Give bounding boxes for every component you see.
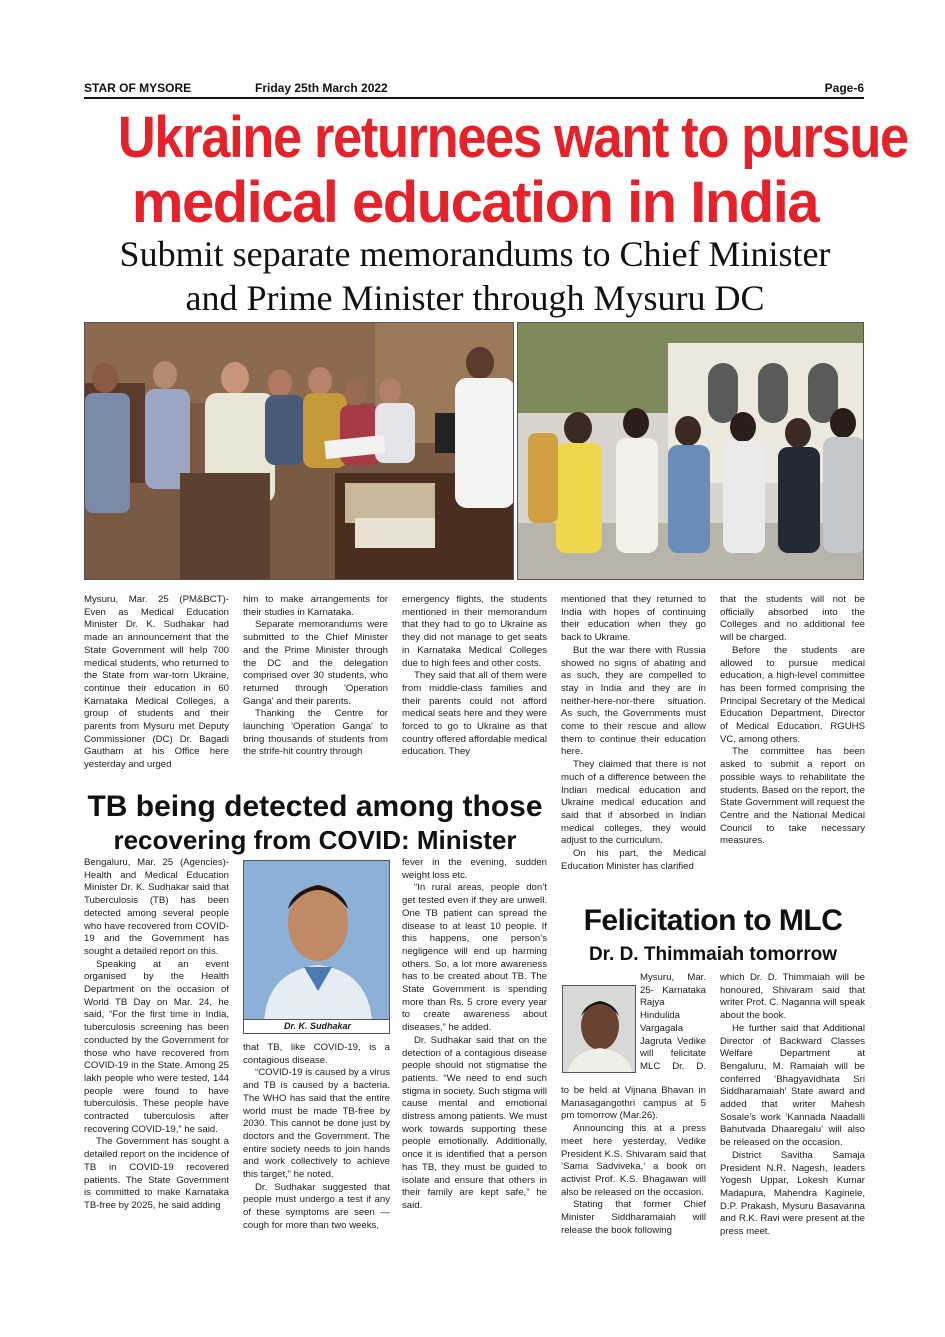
mlc-column-left-text [561, 1085, 706, 1237]
tb-column-3 [402, 857, 547, 1267]
paragraph: Dr. Sudhakar said that on the detection of a contagious disease people should not stigmatise the patients. “We need to end such stigma in society. Such stigma will cause mental and emotional distress among patients. We must work towards supporting these people emotionally. Additionally, once it is identified that a person has TB, they must be guided to isolate and ensure that others in their family are kept safe,” he said. [402, 1034, 547, 1211]
paragraph: He further said that Additional Director of Backward Classes Welfare Department at Bengaluru, M. Ramaiah will be conferred ‘Bhagyavidhata Sri Siddharamaiah’ State award and added that writer Mahesh Sosale’s work ‘Kannada Naadalli Bahutvada Dhaaregalu’ will also be released on the occasion. [720, 1022, 865, 1149]
photo-memorandum-illustration [85, 323, 514, 580]
paragraph: Thanking the Centre for launching 'Operation Ganga' to bring thousands of students from the strife-hit country through [243, 708, 388, 758]
paragraph: to be held at Vijnana Bhavan in Manasagangothri campus at 5 pm tomorrow (Mar.26). [561, 1085, 706, 1122]
tb-column-2 [243, 1042, 390, 1267]
masthead-date: Friday 25th March 2022 [255, 81, 388, 95]
lead-column-4-text [561, 594, 706, 873]
paragraph: fever in the evening, sudden weight loss etc. [402, 857, 547, 881]
lead-headline-line1: Ukraine returnees want to pursue [117, 105, 908, 170]
paragraph: They claimed that there is not much of a difference between the Indian medical education and Ukraine medical education and said that if absorbed in Indian medical colleges, they would adjust to the curriculum. [561, 759, 706, 847]
lead-column-3-text [402, 594, 547, 759]
masthead-paper-name: STAR OF MYSORE [84, 81, 192, 95]
paragraph: emergency flights, the students mentioned in their memorandum that they had to go to Ukraine as they did not manage to get seats in Karnataka Medical Colleges due to high fees and other costs. [402, 594, 547, 669]
tb-column-3-text [402, 857, 547, 1213]
paragraph: Stating that former Chief Minister Siddharamaiah will release the book following [561, 1199, 706, 1236]
photo-minister-illustration [244, 861, 390, 1021]
photo-mlc-portrait [562, 985, 636, 1073]
paragraph: Announcing this at a press meet here yesterday, Vedike President K.S. Shivaram said that ‘Sama Sadviveka,’ a book on activist Prof. K.S. Bhagawan will also be released on the occasion. [561, 1123, 706, 1198]
mlc-column-right [720, 972, 865, 1267]
paragraph: They said that all of them were from middle-class families and their parents could not afford medical seats here and they were forced to go to Ukraine as that country offered affordable medical education. They [402, 670, 547, 758]
photo-mlc-illustration [563, 986, 636, 1073]
paragraph: District Savitha Samaja President N.R. Nagesh, leaders Yogesh Uppar, Lokesh Kumar Madapura, Mahendra Kaginele, D.P. Prakash, Mysuru Basavanna and R.K. Ravi were present at the press meet. [720, 1149, 865, 1238]
lead-column-2 [243, 594, 388, 786]
photo-students-illustration [518, 323, 864, 580]
lead-column-4 [561, 594, 706, 902]
paragraph: Dr. Sudhakar suggested that people must undergo a test if any of these symptoms are seen — cough for more than two weeks, [243, 1181, 390, 1231]
mlc-column-left [561, 1085, 706, 1267]
tb-headline-line1: TB being detected among those [87, 790, 543, 823]
paragraph: “In rural areas, people don’t get tested even if they are unwell. One TB patient can spread the disease to at least 10 people. If this happens, one person’s negligence will end up harming others. So, a lot more awareness has to be created about TB. The State Government is spending more than Rs. 5 crore every year to create awareness about diseases,” he added. [402, 882, 547, 1034]
masthead-page-number: Page-6 [824, 81, 864, 95]
tb-column-2-text [243, 1042, 390, 1233]
paragraph: that TB, like COVID-19, is a contagious disease. [243, 1042, 390, 1066]
lead-column-1-text: Mysuru, Mar. 25 (PM&BCT)- Even as Medical Education Minister Dr. K. Sudhakar had made an announcement that the State Government will help 700 medical students, who returned to the State from war-torn Ukraine, continue their education in 60 Karnataka Medical Colleges, a group of students and their parents from Mysuru met Deputy Commissioner (DC) Dr. Bagadi Gautham at his Office here yesterday and urged [84, 594, 229, 771]
paragraph: The committee has been asked to submit a report on possible ways to rehabilitate the students. Based on the report, the State Government will request the Centre and the National Medical Council to take necessary measures. [720, 746, 865, 847]
tb-headline-line2: recovering from COVID: Minister [113, 825, 517, 855]
lead-headline-line2: medical education in India [131, 170, 819, 235]
lead-column-3 [402, 594, 547, 786]
paragraph: On his part, the Medical Education Minister has clarified [561, 848, 706, 872]
mlc-subheadline: Dr. D. Thimmaiah tomorrow [588, 944, 838, 965]
paragraph: which Dr. D. Thimmaiah will be honoured, Shivaram said that writer Prof. C. Naganna will speak about the book. [720, 972, 865, 1022]
photo-students [517, 322, 864, 580]
lead-column-5-text [720, 594, 865, 848]
paragraph: Separate memorandums were submitted to the Chief Minister and the Prime Minister through the DC and the delegation comprised over 30 students, who returned through 'Operation Ganga' and their parents. [243, 619, 388, 707]
paragraph: him to make arrangements for their studies in Karnataka. [243, 594, 388, 618]
photo-minister-portrait [243, 860, 390, 1034]
paragraph: Before the students are allowed to pursue medical education, a high-level committee has been formed comprising the Principal Secretary of the Medical Education Department, Director of Medical Education, RGUHS VC, among others. [720, 644, 865, 745]
masthead-rule [84, 97, 864, 99]
paragraph: But the war there with Russia showed no signs of abating and as such, they are compelled to stay in India and they are in neither-here-nor-there situation. As such, the Governments must come to their rescue and allow them to continue their education here. [561, 644, 706, 758]
mlc-headline: Felicitation to MLC [583, 904, 843, 937]
photo-caption: Dr. K. Sudhakar [244, 1019, 390, 1033]
mlc-beside-photo [640, 972, 706, 1074]
paragraph: Speaking at an event organised by the Health Department on the occasion of World TB Day on Mar. 24, he said, “For the first time in India, tuberculosis screening has been conducted by the Government for those who have recovered from COVID-19 in the State. Among 25 lakh people who were tested, 144 people were found to have tuberculosis. These people have contracted tuberculosis after recovering COVID-19,” he said. [84, 958, 229, 1135]
paragraph: mentioned that they returned to India with hopes of continuing their education when they go back to Ukraine. [561, 594, 706, 644]
tb-column-1-text [84, 857, 229, 1213]
paragraph: that the students will not be officially absorbed into the Colleges and no additional fee will be charged. [720, 594, 865, 644]
tb-column-1 [84, 857, 229, 1267]
mlc-column-right-text [720, 972, 865, 1239]
lead-subheadline-line2: and Prime Minister through Mysuru DC [185, 278, 765, 318]
lead-column-1 [84, 594, 229, 786]
mlc-beside-photo-text: Mysuru, Mar. 25- Karnataka Rajya Hindulida Vargagala Jagruta Vedike will felicitate MLC Dr. D. [640, 972, 706, 1072]
paragraph: “COVID-19 is caused by a virus and TB is caused by a bacteria. The WHO has said that the entire world must be made TB-free by 2030. This cannot be done just by doctors and the Government. The entire society needs to join hands and work collectively to achieve this target,” he noted. [243, 1067, 390, 1181]
paragraph: The Government has sought a detailed report on the incidence of TB in COVID-19 recovered patients. The State Government is committed to make Karnataka TB-free by 2025, he said adding [84, 1136, 229, 1211]
lead-column-2-text [243, 594, 388, 759]
photo-memorandum [84, 322, 514, 580]
lead-subheadline-line1: Submit separate memorandums to Chief Minister [119, 234, 831, 274]
lead-column-5 [720, 594, 865, 902]
paragraph: Bengaluru, Mar. 25 (Agencies)- Health and Medical Education Minister Dr. K. Sudhakar said that Tuberculosis (TB) has been detected among several people who have recovered from COVID-19 and the Government has sought a detailed report on this. [84, 857, 229, 957]
